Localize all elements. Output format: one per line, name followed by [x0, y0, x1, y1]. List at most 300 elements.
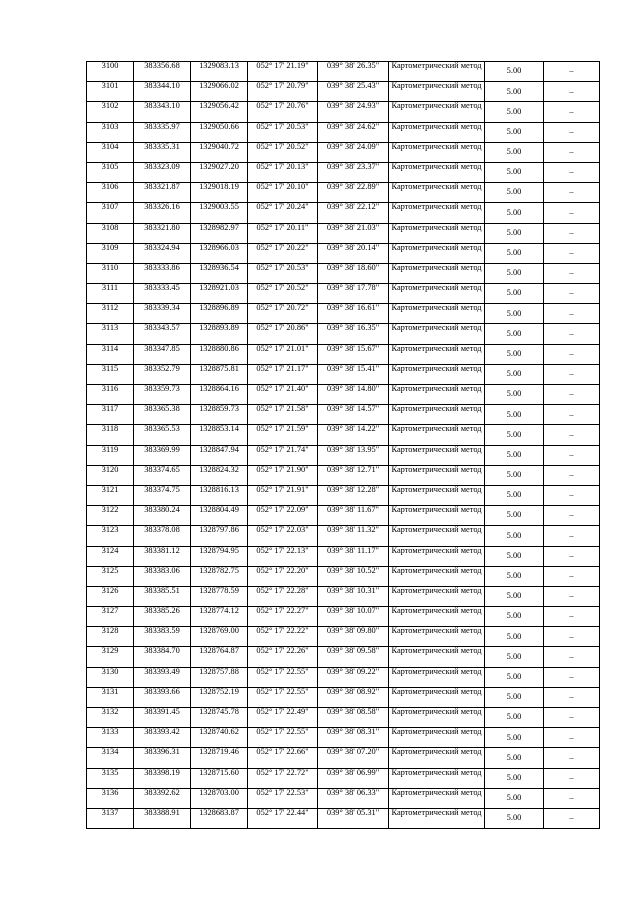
table-row — [87, 183, 600, 203]
point-number-cell: 3119 — [87, 445, 134, 465]
longitude-cell: 039° 38' 24.09" — [318, 142, 389, 162]
accuracy-cell: 5.00 — [485, 304, 544, 324]
x-coordinate-cell: 383385.26 — [134, 607, 191, 627]
point-number-cell: 3136 — [87, 788, 134, 808]
accuracy-cell: 5.00 — [485, 82, 544, 102]
description-cell: – — [544, 506, 600, 526]
description-cell: – — [544, 586, 600, 606]
table-row — [87, 586, 600, 606]
longitude-cell: 039° 38' 06.33" — [318, 788, 389, 808]
x-coordinate-cell: 383352.79 — [134, 364, 191, 384]
accuracy-cell: 5.00 — [485, 708, 544, 728]
table-row — [87, 748, 600, 768]
description-cell: – — [544, 627, 600, 647]
accuracy-cell: 5.00 — [485, 223, 544, 243]
latitude-cell: 052° 17' 21.74" — [248, 445, 318, 465]
table-row — [87, 304, 600, 324]
y-coordinate-cell: 1328745.78 — [191, 708, 248, 728]
description-cell: – — [544, 102, 600, 122]
accuracy-cell: 5.00 — [485, 122, 544, 142]
longitude-cell: 039° 38' 10.31" — [318, 586, 389, 606]
x-coordinate-cell: 383385.51 — [134, 586, 191, 606]
description-cell: – — [544, 324, 600, 344]
y-coordinate-cell: 1328715.60 — [191, 768, 248, 788]
accuracy-cell: 5.00 — [485, 284, 544, 304]
description-cell: – — [544, 687, 600, 707]
method-cell: Картометрический метод — [389, 203, 485, 223]
y-coordinate-cell: 1328982.97 — [191, 223, 248, 243]
method-cell: Картометрический метод — [389, 748, 485, 768]
method-cell: Картометрический метод — [389, 768, 485, 788]
longitude-cell: 039° 38' 24.93" — [318, 102, 389, 122]
accuracy-cell: 5.00 — [485, 485, 544, 505]
x-coordinate-cell: 383380.24 — [134, 506, 191, 526]
y-coordinate-cell: 1328794.95 — [191, 546, 248, 566]
table-row — [87, 364, 600, 384]
method-cell: Картометрический метод — [389, 183, 485, 203]
latitude-cell: 052° 17' 22.72" — [248, 768, 318, 788]
accuracy-cell: 5.00 — [485, 243, 544, 263]
y-coordinate-cell: 1328921.03 — [191, 284, 248, 304]
y-coordinate-cell: 1329050.66 — [191, 122, 248, 142]
x-coordinate-cell: 383396.31 — [134, 748, 191, 768]
point-number-cell: 3108 — [87, 223, 134, 243]
x-coordinate-cell: 383326.16 — [134, 203, 191, 223]
x-coordinate-cell: 383335.31 — [134, 142, 191, 162]
accuracy-cell: 5.00 — [485, 526, 544, 546]
description-cell: – — [544, 243, 600, 263]
method-cell: Картометрический метод — [389, 808, 485, 828]
y-coordinate-cell: 1329027.20 — [191, 162, 248, 182]
accuracy-cell: 5.00 — [485, 203, 544, 223]
y-coordinate-cell: 1328774.12 — [191, 607, 248, 627]
table-row — [87, 405, 600, 425]
x-coordinate-cell: 383393.66 — [134, 687, 191, 707]
method-cell: Картометрический метод — [389, 324, 485, 344]
y-coordinate-cell: 1328683.87 — [191, 808, 248, 828]
point-number-cell: 3129 — [87, 647, 134, 667]
y-coordinate-cell: 1328853.14 — [191, 425, 248, 445]
method-cell: Картометрический метод — [389, 526, 485, 546]
point-number-cell: 3133 — [87, 728, 134, 748]
latitude-cell: 052° 17' 22.26" — [248, 647, 318, 667]
x-coordinate-cell: 383383.59 — [134, 627, 191, 647]
method-cell: Картометрический метод — [389, 465, 485, 485]
latitude-cell: 052° 17' 22.44" — [248, 808, 318, 828]
accuracy-cell: 5.00 — [485, 385, 544, 405]
point-number-cell: 3122 — [87, 506, 134, 526]
y-coordinate-cell: 1328896.89 — [191, 304, 248, 324]
description-cell: – — [544, 607, 600, 627]
table-body — [87, 62, 600, 829]
method-cell: Картометрический метод — [389, 647, 485, 667]
description-cell: – — [544, 708, 600, 728]
accuracy-cell: 5.00 — [485, 728, 544, 748]
x-coordinate-cell: 383323.09 — [134, 162, 191, 182]
latitude-cell: 052° 17' 21.19" — [248, 62, 318, 82]
latitude-cell: 052° 17' 20.11" — [248, 223, 318, 243]
accuracy-cell: 5.00 — [485, 808, 544, 828]
longitude-cell: 039° 38' 14.80" — [318, 385, 389, 405]
table-row — [87, 788, 600, 808]
method-cell: Картометрический метод — [389, 485, 485, 505]
point-number-cell: 3116 — [87, 385, 134, 405]
latitude-cell: 052° 17' 21.17" — [248, 364, 318, 384]
description-cell: – — [544, 82, 600, 102]
method-cell: Картометрический метод — [389, 586, 485, 606]
latitude-cell: 052° 17' 20.79" — [248, 82, 318, 102]
accuracy-cell: 5.00 — [485, 324, 544, 344]
description-cell: – — [544, 364, 600, 384]
longitude-cell: 039° 38' 11.17" — [318, 546, 389, 566]
latitude-cell: 052° 17' 22.03" — [248, 526, 318, 546]
point-number-cell: 3107 — [87, 203, 134, 223]
latitude-cell: 052° 17' 22.09" — [248, 506, 318, 526]
accuracy-cell: 5.00 — [485, 102, 544, 122]
y-coordinate-cell: 1328847.94 — [191, 445, 248, 465]
x-coordinate-cell: 383333.86 — [134, 263, 191, 283]
y-coordinate-cell: 1328719.46 — [191, 748, 248, 768]
longitude-cell: 039° 38' 05.31" — [318, 808, 389, 828]
table-row — [87, 425, 600, 445]
description-cell: – — [544, 304, 600, 324]
y-coordinate-cell: 1328703.00 — [191, 788, 248, 808]
description-cell: – — [544, 183, 600, 203]
point-number-cell: 3100 — [87, 62, 134, 82]
latitude-cell: 052° 17' 20.76" — [248, 102, 318, 122]
method-cell: Картометрический метод — [389, 102, 485, 122]
latitude-cell: 052° 17' 22.22" — [248, 627, 318, 647]
point-number-cell: 3125 — [87, 566, 134, 586]
point-number-cell: 3131 — [87, 687, 134, 707]
method-cell: Картометрический метод — [389, 62, 485, 82]
point-number-cell: 3106 — [87, 183, 134, 203]
point-number-cell: 3117 — [87, 405, 134, 425]
longitude-cell: 039° 38' 13.95" — [318, 445, 389, 465]
longitude-cell: 039° 38' 22.89" — [318, 183, 389, 203]
x-coordinate-cell: 383321.80 — [134, 223, 191, 243]
table-row — [87, 687, 600, 707]
table-row — [87, 385, 600, 405]
y-coordinate-cell: 1329066.02 — [191, 82, 248, 102]
y-coordinate-cell: 1328757.88 — [191, 667, 248, 687]
x-coordinate-cell: 383378.08 — [134, 526, 191, 546]
method-cell: Картометрический метод — [389, 728, 485, 748]
method-cell: Картометрический метод — [389, 425, 485, 445]
method-cell: Картометрический метод — [389, 263, 485, 283]
latitude-cell: 052° 17' 22.28" — [248, 586, 318, 606]
table-row — [87, 485, 600, 505]
longitude-cell: 039° 38' 08.58" — [318, 708, 389, 728]
table-row — [87, 506, 600, 526]
point-number-cell: 3128 — [87, 627, 134, 647]
description-cell: – — [544, 142, 600, 162]
x-coordinate-cell: 383343.57 — [134, 324, 191, 344]
longitude-cell: 039° 38' 14.57" — [318, 405, 389, 425]
longitude-cell: 039° 38' 24.62" — [318, 122, 389, 142]
point-number-cell: 3118 — [87, 425, 134, 445]
latitude-cell: 052° 17' 20.53" — [248, 122, 318, 142]
description-cell: – — [544, 122, 600, 142]
x-coordinate-cell: 383391.45 — [134, 708, 191, 728]
y-coordinate-cell: 1328875.81 — [191, 364, 248, 384]
description-cell: – — [544, 728, 600, 748]
point-number-cell: 3101 — [87, 82, 134, 102]
point-number-cell: 3109 — [87, 243, 134, 263]
y-coordinate-cell: 1328824.32 — [191, 465, 248, 485]
table-row — [87, 203, 600, 223]
point-number-cell: 3135 — [87, 768, 134, 788]
accuracy-cell: 5.00 — [485, 425, 544, 445]
y-coordinate-cell: 1328797.86 — [191, 526, 248, 546]
method-cell: Картометрический метод — [389, 687, 485, 707]
x-coordinate-cell: 383344.10 — [134, 82, 191, 102]
longitude-cell: 039° 38' 12.28" — [318, 485, 389, 505]
point-number-cell: 3112 — [87, 304, 134, 324]
accuracy-cell: 5.00 — [485, 748, 544, 768]
method-cell: Картометрический метод — [389, 445, 485, 465]
description-cell: – — [544, 788, 600, 808]
y-coordinate-cell: 1329018.19 — [191, 183, 248, 203]
longitude-cell: 039° 38' 09.80" — [318, 627, 389, 647]
longitude-cell: 039° 38' 10.52" — [318, 566, 389, 586]
point-number-cell: 3134 — [87, 748, 134, 768]
x-coordinate-cell: 383393.49 — [134, 667, 191, 687]
y-coordinate-cell: 1328782.75 — [191, 566, 248, 586]
y-coordinate-cell: 1329056.42 — [191, 102, 248, 122]
x-coordinate-cell: 383333.45 — [134, 284, 191, 304]
table-row — [87, 768, 600, 788]
latitude-cell: 052° 17' 20.52" — [248, 142, 318, 162]
longitude-cell: 039° 38' 20.14" — [318, 243, 389, 263]
method-cell: Картометрический метод — [389, 122, 485, 142]
description-cell: – — [544, 445, 600, 465]
description-cell: – — [544, 465, 600, 485]
accuracy-cell: 5.00 — [485, 162, 544, 182]
method-cell: Картометрический метод — [389, 223, 485, 243]
table-row — [87, 162, 600, 182]
description-cell: – — [544, 768, 600, 788]
longitude-cell: 039° 38' 08.31" — [318, 728, 389, 748]
longitude-cell: 039° 38' 21.03" — [318, 223, 389, 243]
description-cell: – — [544, 748, 600, 768]
accuracy-cell: 5.00 — [485, 566, 544, 586]
longitude-cell: 039° 38' 18.60" — [318, 263, 389, 283]
description-cell: – — [544, 62, 600, 82]
method-cell: Картометрический метод — [389, 344, 485, 364]
point-number-cell: 3102 — [87, 102, 134, 122]
y-coordinate-cell: 1328816.13 — [191, 485, 248, 505]
table-row — [87, 566, 600, 586]
method-cell: Картометрический метод — [389, 243, 485, 263]
x-coordinate-cell: 383347.85 — [134, 344, 191, 364]
latitude-cell: 052° 17' 21.01" — [248, 344, 318, 364]
method-cell: Картометрический метод — [389, 162, 485, 182]
longitude-cell: 039° 38' 07.20" — [318, 748, 389, 768]
description-cell: – — [544, 667, 600, 687]
method-cell: Картометрический метод — [389, 546, 485, 566]
point-number-cell: 3127 — [87, 607, 134, 627]
accuracy-cell: 5.00 — [485, 687, 544, 707]
x-coordinate-cell: 383374.65 — [134, 465, 191, 485]
y-coordinate-cell: 1328769.00 — [191, 627, 248, 647]
accuracy-cell: 5.00 — [485, 405, 544, 425]
table-row — [87, 728, 600, 748]
latitude-cell: 052° 17' 20.10" — [248, 183, 318, 203]
description-cell: – — [544, 485, 600, 505]
latitude-cell: 052° 17' 21.90" — [248, 465, 318, 485]
table-row — [87, 243, 600, 263]
y-coordinate-cell: 1328740.62 — [191, 728, 248, 748]
method-cell: Картометрический метод — [389, 667, 485, 687]
y-coordinate-cell: 1328936.54 — [191, 263, 248, 283]
latitude-cell: 052° 17' 21.58" — [248, 405, 318, 425]
method-cell: Картометрический метод — [389, 385, 485, 405]
x-coordinate-cell: 383365.38 — [134, 405, 191, 425]
method-cell: Картометрический метод — [389, 506, 485, 526]
longitude-cell: 039° 38' 15.67" — [318, 344, 389, 364]
accuracy-cell: 5.00 — [485, 344, 544, 364]
y-coordinate-cell: 1328880.86 — [191, 344, 248, 364]
longitude-cell: 039° 38' 11.67" — [318, 506, 389, 526]
accuracy-cell: 5.00 — [485, 788, 544, 808]
latitude-cell: 052° 17' 22.27" — [248, 607, 318, 627]
table-row — [87, 526, 600, 546]
table-row — [87, 223, 600, 243]
table-row — [87, 102, 600, 122]
method-cell: Картометрический метод — [389, 708, 485, 728]
longitude-cell: 039° 38' 11.32" — [318, 526, 389, 546]
point-number-cell: 3132 — [87, 708, 134, 728]
x-coordinate-cell: 383339.34 — [134, 304, 191, 324]
longitude-cell: 039° 38' 08.92" — [318, 687, 389, 707]
description-cell: – — [544, 162, 600, 182]
x-coordinate-cell: 383365.53 — [134, 425, 191, 445]
longitude-cell: 039° 38' 15.41" — [318, 364, 389, 384]
latitude-cell: 052° 17' 21.91" — [248, 485, 318, 505]
point-number-cell: 3115 — [87, 364, 134, 384]
method-cell: Картометрический метод — [389, 566, 485, 586]
latitude-cell: 052° 17' 22.55" — [248, 728, 318, 748]
y-coordinate-cell: 1328764.87 — [191, 647, 248, 667]
accuracy-cell: 5.00 — [485, 445, 544, 465]
coordinates-table — [86, 61, 600, 829]
method-cell: Картометрический метод — [389, 364, 485, 384]
table-row — [87, 708, 600, 728]
latitude-cell: 052° 17' 20.22" — [248, 243, 318, 263]
table-row — [87, 667, 600, 687]
longitude-cell: 039° 38' 12.71" — [318, 465, 389, 485]
longitude-cell: 039° 38' 23.37" — [318, 162, 389, 182]
accuracy-cell: 5.00 — [485, 263, 544, 283]
accuracy-cell: 5.00 — [485, 183, 544, 203]
method-cell: Картометрический метод — [389, 304, 485, 324]
latitude-cell: 052° 17' 20.86" — [248, 324, 318, 344]
accuracy-cell: 5.00 — [485, 647, 544, 667]
longitude-cell: 039° 38' 16.35" — [318, 324, 389, 344]
longitude-cell: 039° 38' 25.43" — [318, 82, 389, 102]
method-cell: Картометрический метод — [389, 607, 485, 627]
longitude-cell: 039° 38' 09.22" — [318, 667, 389, 687]
latitude-cell: 052° 17' 21.59" — [248, 425, 318, 445]
table-row — [87, 263, 600, 283]
accuracy-cell: 5.00 — [485, 627, 544, 647]
x-coordinate-cell: 383384.70 — [134, 647, 191, 667]
y-coordinate-cell: 1328864.16 — [191, 385, 248, 405]
accuracy-cell: 5.00 — [485, 768, 544, 788]
description-cell: – — [544, 546, 600, 566]
table-row — [87, 808, 600, 828]
y-coordinate-cell: 1328893.89 — [191, 324, 248, 344]
y-coordinate-cell: 1328778.59 — [191, 586, 248, 606]
description-cell: – — [544, 526, 600, 546]
method-cell: Картометрический метод — [389, 284, 485, 304]
accuracy-cell: 5.00 — [485, 506, 544, 526]
description-cell: – — [544, 263, 600, 283]
y-coordinate-cell: 1329003.55 — [191, 203, 248, 223]
table-row — [87, 627, 600, 647]
latitude-cell: 052° 17' 22.49" — [248, 708, 318, 728]
latitude-cell: 052° 17' 20.72" — [248, 304, 318, 324]
table-row — [87, 344, 600, 364]
latitude-cell: 052° 17' 22.13" — [248, 546, 318, 566]
table-row — [87, 647, 600, 667]
x-coordinate-cell: 383392.62 — [134, 788, 191, 808]
method-cell: Картометрический метод — [389, 82, 485, 102]
table-row — [87, 546, 600, 566]
point-number-cell: 3137 — [87, 808, 134, 828]
latitude-cell: 052° 17' 22.66" — [248, 748, 318, 768]
description-cell: – — [544, 385, 600, 405]
accuracy-cell: 5.00 — [485, 364, 544, 384]
longitude-cell: 039° 38' 06.99" — [318, 768, 389, 788]
point-number-cell: 3105 — [87, 162, 134, 182]
description-cell: – — [544, 566, 600, 586]
x-coordinate-cell: 383324.94 — [134, 243, 191, 263]
latitude-cell: 052° 17' 22.53" — [248, 788, 318, 808]
latitude-cell: 052° 17' 20.52" — [248, 284, 318, 304]
y-coordinate-cell: 1328859.73 — [191, 405, 248, 425]
table-row — [87, 62, 600, 82]
x-coordinate-cell: 383321.87 — [134, 183, 191, 203]
latitude-cell: 052° 17' 22.55" — [248, 667, 318, 687]
table-row — [87, 284, 600, 304]
table-row — [87, 607, 600, 627]
table-row — [87, 465, 600, 485]
latitude-cell: 052° 17' 21.40" — [248, 385, 318, 405]
latitude-cell: 052° 17' 22.20" — [248, 566, 318, 586]
latitude-cell: 052° 17' 20.53" — [248, 263, 318, 283]
method-cell: Картометрический метод — [389, 142, 485, 162]
point-number-cell: 3123 — [87, 526, 134, 546]
table-row — [87, 122, 600, 142]
x-coordinate-cell: 383374.75 — [134, 485, 191, 505]
longitude-cell: 039° 38' 17.78" — [318, 284, 389, 304]
point-number-cell: 3130 — [87, 667, 134, 687]
y-coordinate-cell: 1329083.13 — [191, 62, 248, 82]
table-row — [87, 142, 600, 162]
x-coordinate-cell: 383343.10 — [134, 102, 191, 122]
accuracy-cell: 5.00 — [485, 142, 544, 162]
latitude-cell: 052° 17' 20.24" — [248, 203, 318, 223]
point-number-cell: 3104 — [87, 142, 134, 162]
longitude-cell: 039° 38' 14.22" — [318, 425, 389, 445]
longitude-cell: 039° 38' 10.07" — [318, 607, 389, 627]
point-number-cell: 3111 — [87, 284, 134, 304]
x-coordinate-cell: 383356.68 — [134, 62, 191, 82]
longitude-cell: 039° 38' 22.12" — [318, 203, 389, 223]
accuracy-cell: 5.00 — [485, 586, 544, 606]
